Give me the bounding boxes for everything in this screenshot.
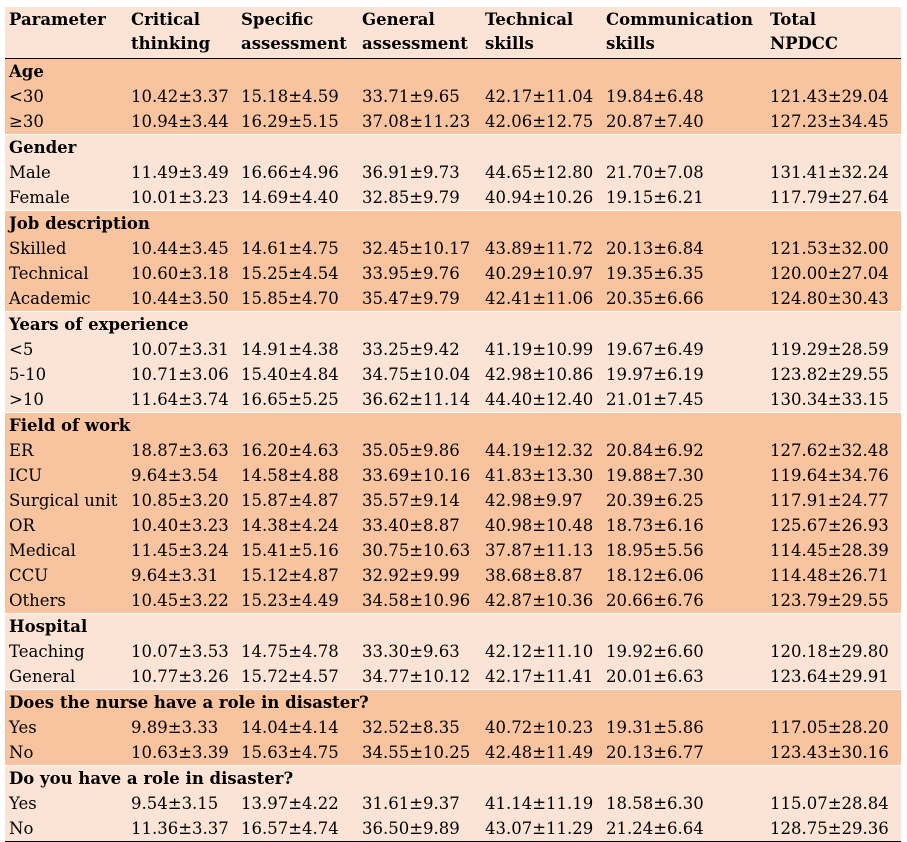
cell-parameter: Yes <box>9 794 37 813</box>
section-header-row <box>5 614 901 640</box>
cell-technical-skills: 42.12±11.10 <box>485 642 594 661</box>
section-group <box>5 211 901 312</box>
cell-total-npdcc: 127.23±34.45 <box>770 112 889 131</box>
cell-parameter: <30 <box>9 87 44 106</box>
cell-critical-thinking: 9.54±3.15 <box>131 794 219 813</box>
cell-critical-thinking: 11.45±3.24 <box>131 541 229 560</box>
section-header-row <box>5 59 901 85</box>
cell-general-assessment: 34.75±10.04 <box>362 365 471 384</box>
cell-total-npdcc: 117.79±27.64 <box>770 188 889 207</box>
cell-communication-skills: 20.66±6.76 <box>606 591 704 610</box>
cell-critical-thinking: 9.89±3.33 <box>131 718 219 737</box>
cell-parameter: Female <box>9 188 70 207</box>
table-row <box>5 816 901 842</box>
cell-parameter: Skilled <box>9 239 67 258</box>
section-group <box>5 312 901 413</box>
cell-total-npdcc: 123.79±29.55 <box>770 591 889 610</box>
cell-general-assessment: 34.77±10.12 <box>362 667 471 686</box>
cell-communication-skills: 21.01±7.45 <box>606 390 704 409</box>
cell-general-assessment: 36.50±9.89 <box>358 816 481 842</box>
cell-technical-skills: 41.83±13.30 <box>485 466 594 485</box>
section-group <box>5 614 901 690</box>
cell-critical-thinking: 11.36±3.37 <box>127 816 237 842</box>
cell-general-assessment: 32.45±10.17 <box>362 239 471 258</box>
header-communication-skills: Communication skills <box>602 7 766 59</box>
section-group <box>5 766 901 842</box>
table-row <box>5 639 901 664</box>
cell-critical-thinking: 10.40±3.23 <box>131 516 229 535</box>
cell-technical-skills: 41.19±10.99 <box>485 340 594 359</box>
section-title: Do you have a role in disaster? <box>5 766 901 792</box>
cell-technical-skills: 42.98±10.86 <box>485 365 594 384</box>
header-total-npdcc: Total NPDCC <box>766 7 901 59</box>
cell-critical-thinking: 11.49±3.49 <box>131 163 229 182</box>
cell-total-npdcc: 119.29±28.59 <box>770 340 889 359</box>
cell-parameter: No <box>9 743 34 762</box>
cell-critical-thinking: 10.94±3.44 <box>131 112 229 131</box>
cell-total-npdcc: 120.18±29.80 <box>770 642 889 661</box>
cell-specific-assessment: 14.75±4.78 <box>241 642 339 661</box>
cell-communication-skills: 20.13±6.77 <box>606 743 704 762</box>
cell-communication-skills: 20.01±6.63 <box>606 667 704 686</box>
header-row <box>5 7 901 59</box>
cell-communication-skills: 18.95±5.56 <box>606 541 704 560</box>
cell-technical-skills: 42.17±11.04 <box>485 87 594 106</box>
section-title: Age <box>5 59 901 85</box>
cell-parameter: 5-10 <box>9 365 47 384</box>
cell-communication-skills: 18.12±6.06 <box>606 566 704 585</box>
cell-critical-thinking: 9.64±3.31 <box>131 566 219 585</box>
cell-critical-thinking: 10.63±3.39 <box>131 743 229 762</box>
cell-general-assessment: 33.30±9.63 <box>362 642 460 661</box>
cell-technical-skills: 43.89±11.72 <box>485 239 594 258</box>
cell-total-npdcc: 115.07±28.84 <box>770 794 889 813</box>
cell-technical-skills: 42.17±11.41 <box>485 667 594 686</box>
cell-critical-thinking: 10.07±3.31 <box>131 340 229 359</box>
cell-specific-assessment: 16.66±4.96 <box>241 163 339 182</box>
cell-general-assessment: 35.57±9.14 <box>362 491 460 510</box>
cell-general-assessment: 32.92±9.99 <box>362 566 460 585</box>
table-row <box>5 387 901 413</box>
cell-communication-skills: 21.70±7.08 <box>606 163 704 182</box>
section-header-row <box>5 135 901 161</box>
section-title: Years of experience <box>5 312 901 338</box>
cell-parameter: Technical <box>9 264 89 283</box>
cell-communication-skills: 19.92±6.60 <box>606 642 704 661</box>
table-row <box>5 261 901 286</box>
cell-specific-assessment: 14.61±4.75 <box>241 239 339 258</box>
cell-parameter: Medical <box>9 541 76 560</box>
table-row <box>5 337 901 362</box>
table-row <box>5 286 901 312</box>
cell-critical-thinking: 10.85±3.20 <box>131 491 229 510</box>
cell-parameter: <5 <box>9 340 34 359</box>
table-row <box>5 664 901 690</box>
cell-technical-skills: 42.41±11.06 <box>485 289 594 308</box>
cell-technical-skills: 44.65±12.80 <box>485 163 594 182</box>
cell-critical-thinking: 18.87±3.63 <box>131 441 229 460</box>
cell-specific-assessment: 13.97±4.22 <box>241 794 339 813</box>
cell-specific-assessment: 14.69±4.40 <box>241 188 339 207</box>
cell-parameter: Academic <box>9 289 91 308</box>
section-title: Does the nurse have a role in disaster? <box>5 690 901 716</box>
cell-critical-thinking: 10.01±3.23 <box>131 188 229 207</box>
cell-specific-assessment: 15.18±4.59 <box>241 87 339 106</box>
cell-general-assessment: 35.05±9.86 <box>362 441 460 460</box>
cell-general-assessment: 36.62±11.14 <box>362 390 471 409</box>
cell-communication-skills: 20.87±7.40 <box>606 112 704 131</box>
cell-communication-skills: 19.15±6.21 <box>606 188 704 207</box>
table-row <box>5 185 901 211</box>
cell-specific-assessment: 16.20±4.63 <box>241 441 339 460</box>
cell-communication-skills: 19.35±6.35 <box>606 264 704 283</box>
table-row <box>5 791 901 816</box>
cell-specific-assessment: 15.41±5.16 <box>241 541 339 560</box>
cell-critical-thinking: 10.77±3.26 <box>131 667 229 686</box>
cell-parameter: ICU <box>9 466 43 485</box>
cell-communication-skills: 18.73±6.16 <box>606 516 704 535</box>
cell-critical-thinking: 9.64±3.54 <box>131 466 219 485</box>
table-row <box>5 236 901 261</box>
table-row <box>5 513 901 538</box>
cell-specific-assessment: 15.25±4.54 <box>241 264 339 283</box>
cell-technical-skills: 42.98±9.97 <box>485 491 583 510</box>
section-header-row <box>5 690 901 716</box>
cell-critical-thinking: 10.44±3.45 <box>131 239 229 258</box>
table-row <box>5 84 901 109</box>
cell-total-npdcc: 121.53±32.00 <box>770 239 889 258</box>
header-general-assessment: General assessment <box>358 7 481 59</box>
table-row <box>5 715 901 740</box>
cell-specific-assessment: 16.65±5.25 <box>241 390 339 409</box>
header-technical-skills: Technical skills <box>481 7 602 59</box>
cell-technical-skills: 42.06±12.75 <box>485 112 594 131</box>
cell-general-assessment: 31.61±9.37 <box>362 794 460 813</box>
section-header-row <box>5 413 901 439</box>
cell-communication-skills: 19.97±6.19 <box>606 365 704 384</box>
cell-specific-assessment: 15.85±4.70 <box>241 289 339 308</box>
cell-total-npdcc: 130.34±33.15 <box>770 390 889 409</box>
header-parameter: Parameter <box>5 7 127 59</box>
cell-total-npdcc: 121.43±29.04 <box>770 87 889 106</box>
cell-critical-thinking: 10.42±3.37 <box>131 87 229 106</box>
cell-specific-assessment: 14.38±4.24 <box>241 516 339 535</box>
cell-total-npdcc: 123.82±29.55 <box>770 365 889 384</box>
cell-total-npdcc: 114.48±26.71 <box>770 566 889 585</box>
cell-general-assessment: 30.75±10.63 <box>362 541 471 560</box>
cell-general-assessment: 32.85±9.79 <box>362 188 460 207</box>
cell-technical-skills: 40.72±10.23 <box>485 718 594 737</box>
cell-specific-assessment: 14.58±4.88 <box>241 466 339 485</box>
cell-communication-skills: 19.88±7.30 <box>606 466 704 485</box>
cell-parameter: ER <box>9 441 34 460</box>
cell-technical-skills: 40.98±10.48 <box>485 516 594 535</box>
cell-technical-skills: 42.48±11.49 <box>485 743 594 762</box>
cell-communication-skills: 20.39±6.25 <box>606 491 704 510</box>
cell-critical-thinking: 10.44±3.50 <box>131 289 229 308</box>
cell-parameter: Male <box>9 163 51 182</box>
table-row <box>5 588 901 614</box>
section-header-row <box>5 211 901 237</box>
cell-communication-skills: 19.67±6.49 <box>606 340 704 359</box>
cell-total-npdcc: 119.64±34.76 <box>770 466 889 485</box>
cell-critical-thinking: 10.45±3.22 <box>131 591 229 610</box>
cell-technical-skills: 40.29±10.97 <box>485 264 594 283</box>
table-row <box>5 463 901 488</box>
cell-total-npdcc: 123.64±29.91 <box>770 667 889 686</box>
cell-specific-assessment: 14.04±4.14 <box>241 718 339 737</box>
header-critical-thinking: Critical thinking <box>127 7 237 59</box>
cell-communication-skills: 21.24±6.64 <box>602 816 766 842</box>
table-row <box>5 563 901 588</box>
cell-total-npdcc: 120.00±27.04 <box>770 264 889 283</box>
table-row <box>5 160 901 185</box>
cell-communication-skills: 20.84±6.92 <box>606 441 704 460</box>
cell-general-assessment: 37.08±11.23 <box>362 112 471 131</box>
section-group <box>5 135 901 211</box>
cell-technical-skills: 42.87±10.36 <box>485 591 594 610</box>
header-specific-assessment: Specific assessment <box>237 7 358 59</box>
cell-communication-skills: 18.58±6.30 <box>606 794 704 813</box>
cell-specific-assessment: 15.12±4.87 <box>241 566 339 585</box>
cell-communication-skills: 19.84±6.48 <box>606 87 704 106</box>
cell-total-npdcc: 114.45±28.39 <box>770 541 889 560</box>
table-row <box>5 488 901 513</box>
cell-specific-assessment: 15.87±4.87 <box>241 491 339 510</box>
cell-critical-thinking: 10.60±3.18 <box>131 264 229 283</box>
table-header <box>5 7 901 59</box>
npdcc-table <box>5 7 901 842</box>
cell-critical-thinking: 10.71±3.06 <box>131 365 229 384</box>
cell-critical-thinking: 11.64±3.74 <box>131 390 229 409</box>
cell-total-npdcc: 128.75±29.36 <box>766 816 901 842</box>
table-row <box>5 740 901 766</box>
section-title: Gender <box>5 135 901 161</box>
cell-total-npdcc: 117.91±24.77 <box>770 491 889 510</box>
table-row <box>5 362 901 387</box>
cell-general-assessment: 35.47±9.79 <box>362 289 460 308</box>
cell-general-assessment: 36.91±9.73 <box>362 163 460 182</box>
table-row <box>5 109 901 135</box>
cell-parameter: Surgical unit <box>9 491 118 510</box>
cell-general-assessment: 33.40±8.87 <box>362 516 460 535</box>
cell-specific-assessment: 16.57±4.74 <box>237 816 358 842</box>
cell-total-npdcc: 125.67±26.93 <box>770 516 889 535</box>
cell-technical-skills: 44.40±12.40 <box>485 390 594 409</box>
cell-technical-skills: 38.68±8.87 <box>485 566 583 585</box>
section-header-row <box>5 766 901 792</box>
cell-specific-assessment: 16.29±5.15 <box>241 112 339 131</box>
cell-communication-skills: 20.13±6.84 <box>606 239 704 258</box>
table-row <box>5 538 901 563</box>
section-group <box>5 413 901 614</box>
cell-communication-skills: 20.35±6.66 <box>606 289 704 308</box>
cell-critical-thinking: 10.07±3.53 <box>131 642 229 661</box>
cell-specific-assessment: 15.63±4.75 <box>241 743 339 762</box>
section-header-row <box>5 312 901 338</box>
cell-general-assessment: 34.55±10.25 <box>362 743 471 762</box>
cell-general-assessment: 33.69±10.16 <box>362 466 471 485</box>
section-title: Field of work <box>5 413 901 439</box>
cell-parameter: Teaching <box>9 642 85 661</box>
cell-total-npdcc: 123.43±30.16 <box>770 743 889 762</box>
cell-parameter: No <box>5 816 127 842</box>
section-group <box>5 59 901 135</box>
cell-general-assessment: 32.52±8.35 <box>362 718 460 737</box>
section-title: Job description <box>5 211 901 237</box>
cell-technical-skills: 40.94±10.26 <box>485 188 594 207</box>
cell-general-assessment: 33.25±9.42 <box>362 340 460 359</box>
cell-parameter: Others <box>9 591 66 610</box>
cell-parameter: OR <box>9 516 35 535</box>
cell-parameter: Yes <box>9 718 37 737</box>
cell-technical-skills: 37.87±11.13 <box>485 541 594 560</box>
cell-total-npdcc: 131.41±32.24 <box>770 163 889 182</box>
cell-general-assessment: 34.58±10.96 <box>362 591 471 610</box>
cell-technical-skills: 44.19±12.32 <box>485 441 594 460</box>
cell-general-assessment: 33.95±9.76 <box>362 264 460 283</box>
cell-total-npdcc: 117.05±28.20 <box>770 718 889 737</box>
cell-specific-assessment: 15.72±4.57 <box>241 667 339 686</box>
cell-specific-assessment: 14.91±4.38 <box>241 340 339 359</box>
cell-parameter: General <box>9 667 76 686</box>
cell-total-npdcc: 127.62±32.48 <box>770 441 889 460</box>
cell-parameter: CCU <box>9 566 49 585</box>
cell-specific-assessment: 15.40±4.84 <box>241 365 339 384</box>
cell-general-assessment: 33.71±9.65 <box>362 87 460 106</box>
section-title: Hospital <box>5 614 901 640</box>
cell-total-npdcc: 124.80±30.43 <box>770 289 889 308</box>
cell-parameter: >10 <box>9 390 44 409</box>
cell-technical-skills: 43.07±11.29 <box>481 816 602 842</box>
cell-specific-assessment: 15.23±4.49 <box>241 591 339 610</box>
section-group <box>5 690 901 766</box>
table-row <box>5 438 901 463</box>
cell-communication-skills: 19.31±5.86 <box>606 718 704 737</box>
cell-technical-skills: 41.14±11.19 <box>485 794 594 813</box>
cell-parameter: ≥30 <box>9 112 44 131</box>
